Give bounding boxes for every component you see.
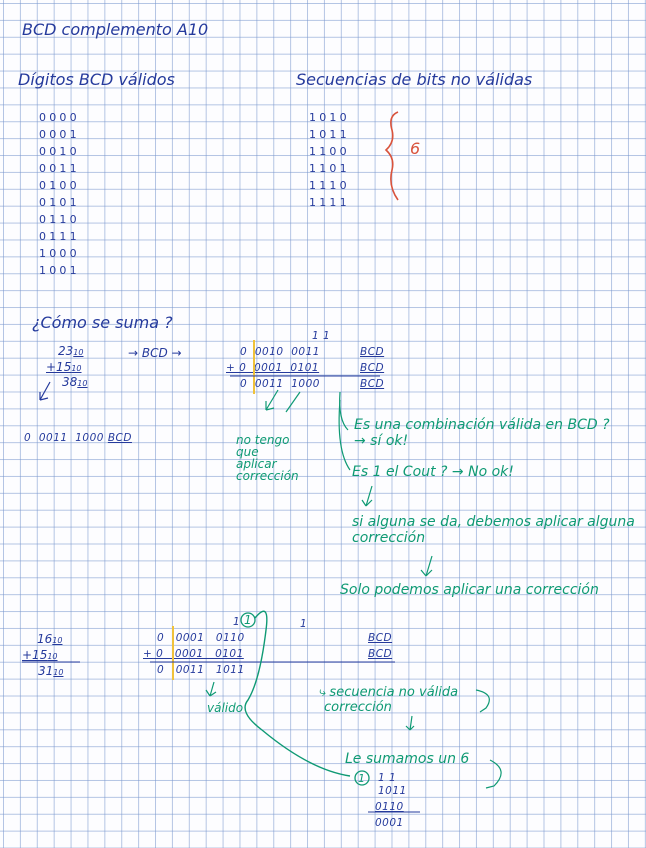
- green-arrow-invalid: [406, 716, 414, 730]
- to-bcd-label: → BCD →: [128, 346, 182, 360]
- correction-carries: 1 1: [378, 772, 397, 784]
- invalid-note: ⤷ secuencia no válida: [318, 685, 459, 700]
- carry-small: 1: [233, 616, 241, 628]
- list-item: 0011: [39, 162, 80, 175]
- operand-b: +1510: [22, 648, 58, 662]
- valid-digits-header: Dígitos BCD válidos: [18, 70, 175, 89]
- green-arrow-1: [266, 390, 278, 410]
- list-item: 0101: [39, 196, 80, 209]
- green-arrow-5: [362, 486, 372, 506]
- list-item: 1011: [309, 128, 350, 141]
- list-item: 0100: [39, 179, 80, 192]
- carry-small-2: 1: [300, 618, 308, 630]
- list-item: 1000: [39, 247, 80, 260]
- green-arrow-3: [340, 392, 348, 430]
- result-bcd: 0 0011 1000 BCD: [24, 432, 132, 444]
- correction-carry-circled: 1: [358, 772, 365, 785]
- list-item: 1100: [309, 145, 350, 158]
- green-arrow-6: [421, 556, 432, 576]
- bcd-row-2: + 0 0001 0101: [226, 362, 320, 374]
- green-hook-arrow-2: [486, 760, 501, 788]
- bcd-row-1: 0 0001 0110: [157, 632, 245, 644]
- list-item: 1001: [39, 264, 80, 277]
- bcd-row-2: + 0 0001 0101: [143, 648, 244, 660]
- note-if-any: si alguna se da, debemos aplicar alguna corrección: [352, 514, 635, 546]
- question-heading: ¿Cómo se suma ?: [32, 313, 173, 332]
- list-item: 1101: [309, 162, 350, 175]
- invalid-sequences-header: Secuencias de bits no válidas: [296, 70, 533, 89]
- question-cout: Es 1 el Cout ? → No ok!: [352, 464, 514, 480]
- correction-row-1: 1011: [378, 785, 407, 797]
- list-item: 0000: [39, 111, 80, 124]
- carry-circled: 1: [244, 613, 252, 627]
- invalid-count: 6: [410, 139, 421, 158]
- operand-a: 2310: [58, 344, 84, 358]
- page-title: BCD complemento A10: [22, 20, 209, 39]
- bcd-row-3: 0 0011 1011: [157, 664, 245, 676]
- list-item: 0010: [39, 145, 80, 158]
- bcd-row-1: 0 0010 0011: [240, 346, 320, 358]
- green-hook-arrow: [476, 690, 489, 712]
- carry-circle: [241, 613, 255, 627]
- bcd-row-3: 0 0011 1000: [240, 378, 320, 390]
- sum-decimal: 3810: [62, 375, 88, 389]
- list-item: 1110: [309, 179, 350, 192]
- note-only-one: Solo podemos aplicar una corrección: [340, 582, 599, 598]
- operand-a: 1610: [37, 632, 63, 646]
- note-no-correction: no tengo que aplicar corrección: [236, 433, 299, 483]
- correction-carry-circle: [355, 771, 369, 785]
- bcd-tag-1: BCD: [368, 632, 393, 644]
- bcd-tag-2: BCD: [360, 362, 385, 374]
- green-arrow-2: [286, 392, 300, 412]
- bcd-tag-3: BCD: [360, 378, 385, 390]
- list-item: 1111: [309, 196, 350, 209]
- sum-decimal: 3110: [38, 664, 64, 678]
- list-item: 1010: [309, 111, 350, 124]
- list-item: 0111: [39, 230, 80, 243]
- correction-label: corrección: [324, 700, 392, 715]
- operand-b: +1510: [46, 360, 82, 374]
- bcd-tag-2: BCD: [368, 648, 393, 660]
- question-valid-combination: Es una combinación válida en BCD ? → sí ok!: [354, 417, 610, 449]
- list-item: 0001: [39, 128, 80, 141]
- valid-label: válido: [207, 701, 244, 715]
- correction-row-3: 0001: [375, 817, 404, 829]
- carry-marks: 1 1: [312, 330, 331, 342]
- green-loop-arrow: [245, 611, 350, 776]
- correction-row-2: 0110: [375, 801, 404, 813]
- bcd-tag-1: BCD: [360, 346, 385, 358]
- blue-arrow-1: [40, 382, 50, 400]
- red-brace: [386, 112, 398, 200]
- add-six-note: Le sumamos un 6: [345, 751, 470, 767]
- list-item: 0110: [39, 213, 80, 226]
- green-arrow-valid: [206, 682, 216, 696]
